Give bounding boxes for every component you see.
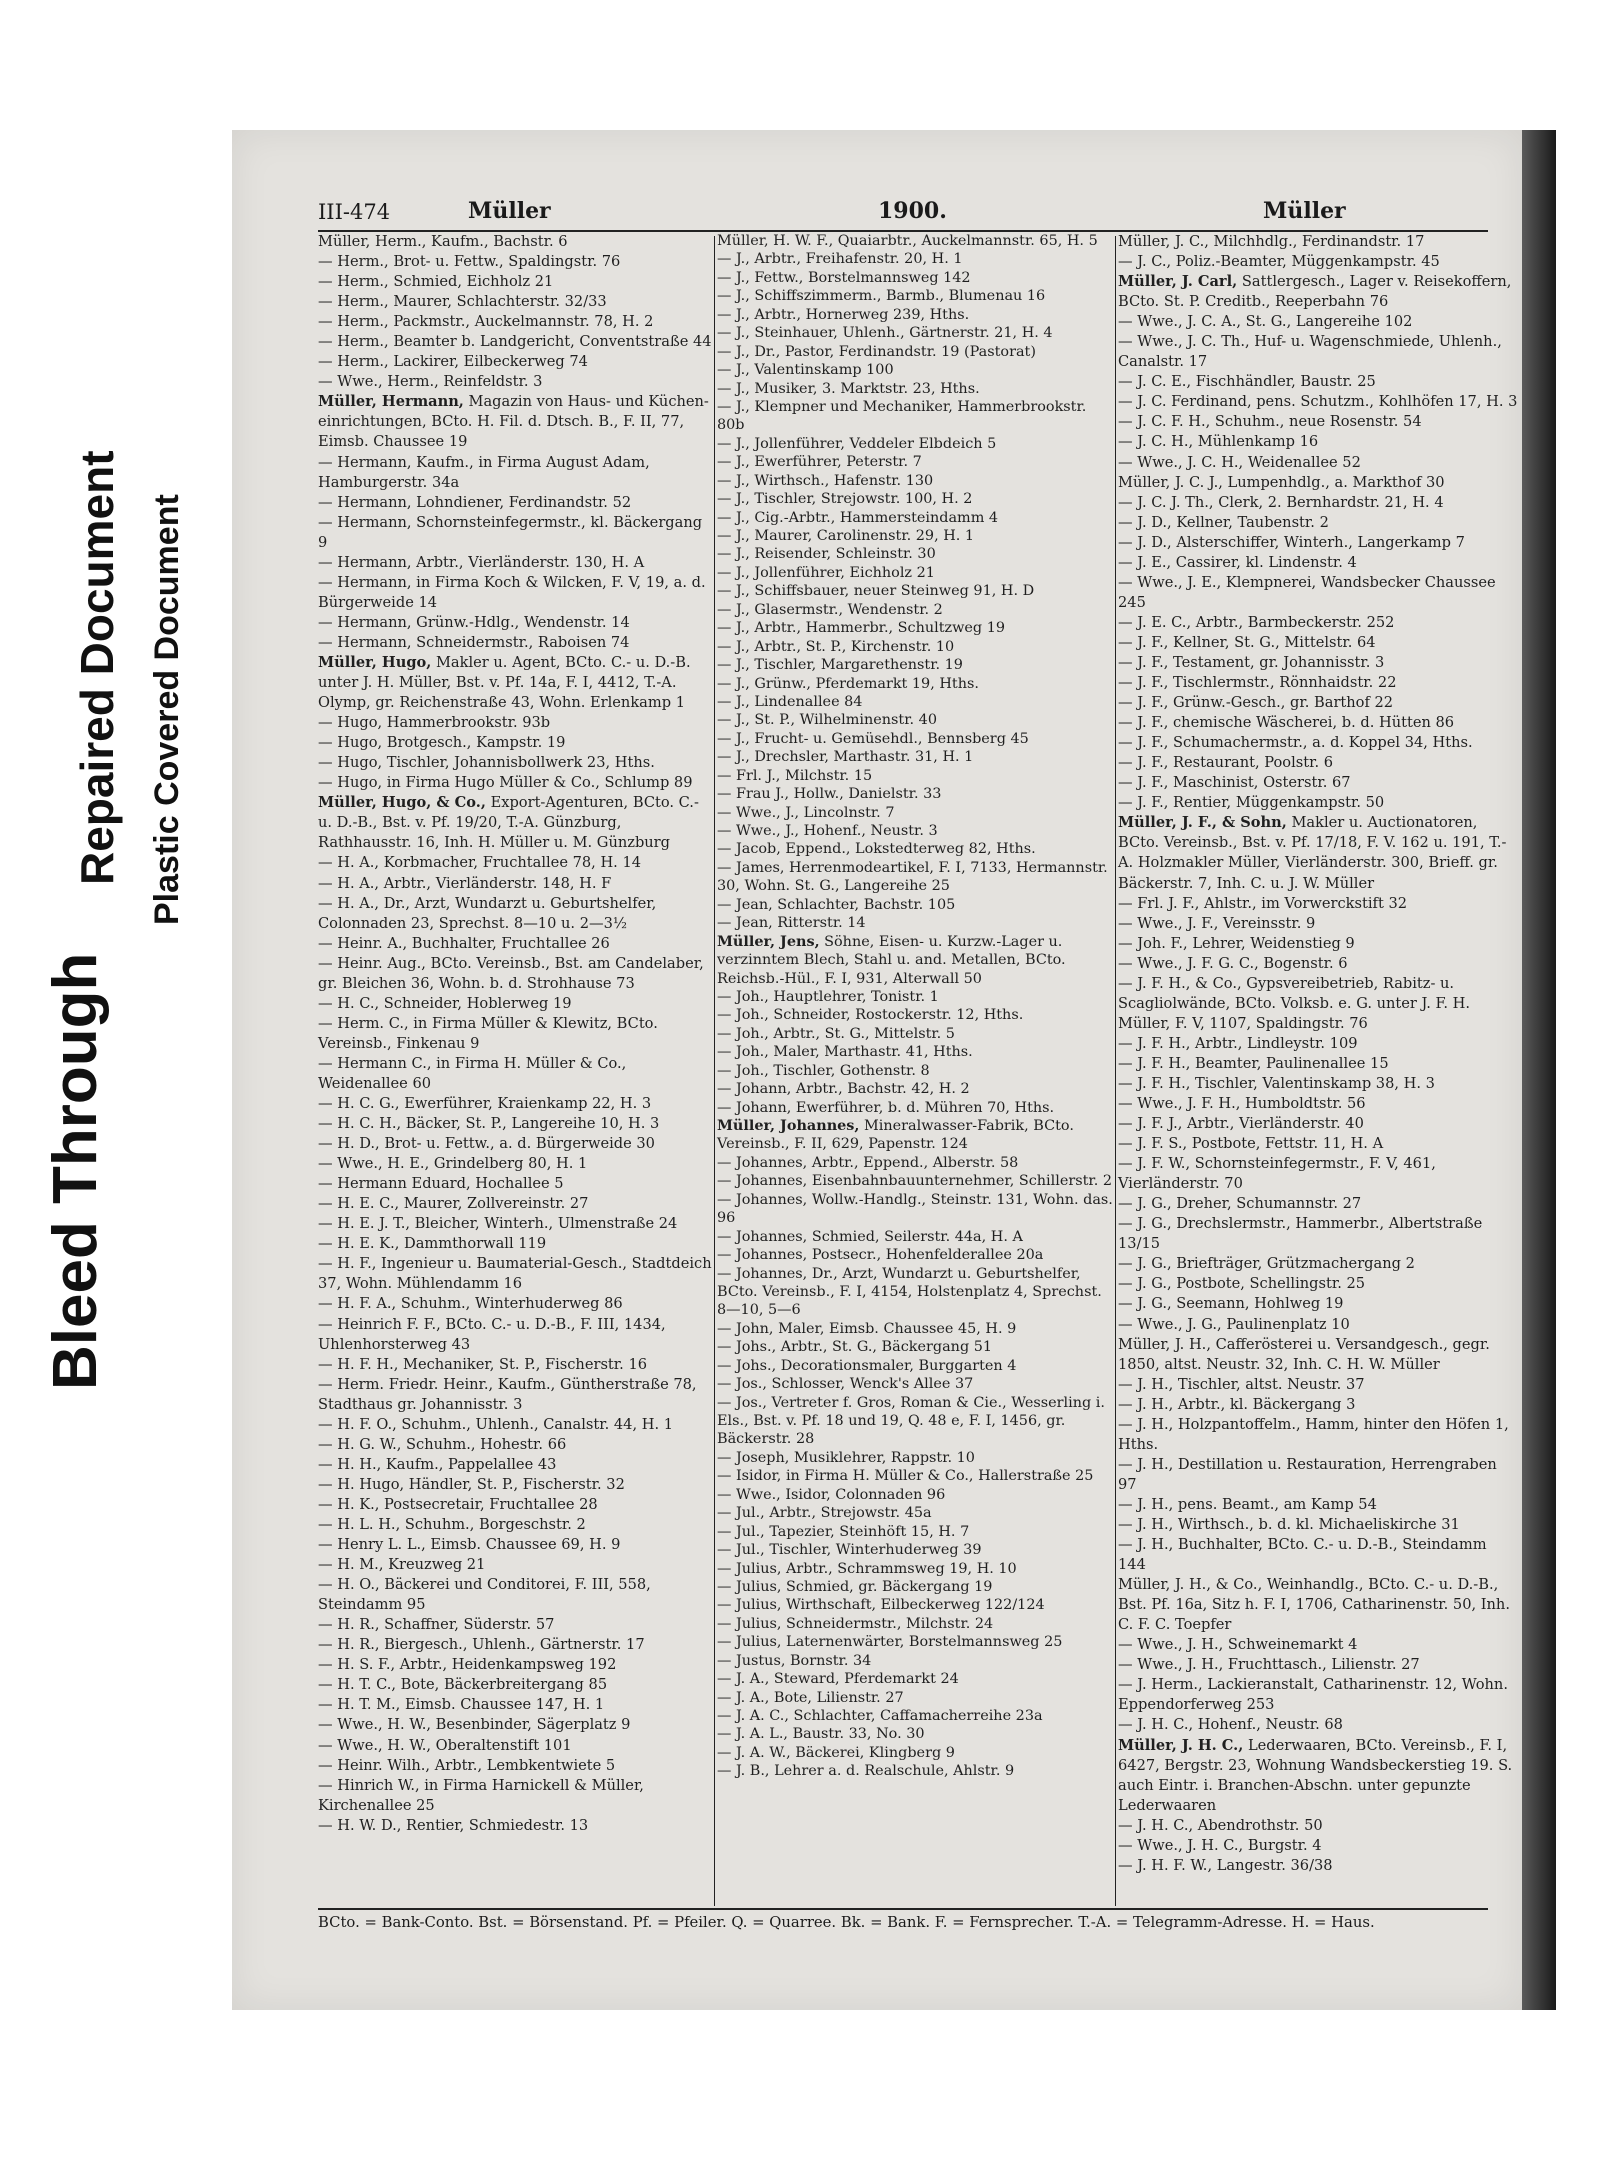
directory-entry: — J., Jollenführer, Eichholz 21 <box>717 564 935 581</box>
directory-entry: — H. A., Korbmacher, Fruchtallee 78, H. 14 <box>318 854 642 872</box>
directory-entry: — H. O., Bäckerei und Conditorei, F. III, 558, Steindamm 95 <box>318 1576 651 1614</box>
directory-entry: — J. F. H., Arbtr., Lindleystr. 109 <box>1118 1034 1358 1052</box>
directory-entry: — J., Arbtr., Hammerbr., Schultzweg 19 <box>717 620 1006 637</box>
directory-entry: — J. F., Kellner, St. G., Mittelstr. 64 <box>1118 633 1376 651</box>
directory-entry: — H. T. M., Eimsb. Chaussee 147, H. 1 <box>318 1696 605 1714</box>
abbreviation-footer: BCto. = Bank-Conto. Bst. = Börsenstand. Pf. = Pfeiler. Q. = Quarree. Bk. = Bank. F. = Fernsprecher. T.-A. = Telegramm-Adresse. H. = Haus. <box>318 1914 1375 1931</box>
directory-entry: — Jul., Tapezier, Steinhöft 15, H. 7 <box>717 1523 970 1540</box>
directory-entry: — J. C. E., Fischhändler, Baustr. 25 <box>1118 373 1376 391</box>
directory-entry: — Heinrich F. F., BCto. C.- u. D.-B., F. III, 1434, Uhlenhorsterweg 43 <box>318 1315 666 1353</box>
directory-entry: — J. F. H., Tischler, Valentinskamp 38, H. 3 <box>1118 1074 1435 1092</box>
directory-entry: — J. G., Seemann, Hohlweg 19 <box>1118 1295 1344 1313</box>
page-number: III-474 <box>318 200 391 224</box>
directory-entry: — James, Herrenmodeartikel, F. I, 7133, Hermannstr. 30, Wohn. St. G., Langereihe 25 <box>717 859 1108 895</box>
directory-entry: — Herm., Schmied, Eichholz 21 <box>318 273 554 291</box>
page-header <box>318 196 1428 226</box>
directory-entry: — Hermann, Schneidermstr., Raboisen 74 <box>318 633 630 651</box>
directory-entry: — Wwe., H. W., Oberaltenstift 101 <box>318 1736 572 1754</box>
directory-entry: — J. H., Buchhalter, BCto. C.- u. D.-B., Steindamm 144 <box>1118 1536 1487 1574</box>
directory-entry: — J. H., Holzpantoffelm., Hamm, hinter den Höfen 1, Hths. <box>1118 1415 1509 1453</box>
directory-entry: — J. F. H., Beamter, Paulinenallee 15 <box>1118 1054 1389 1072</box>
directory-entry: Müller, J. F., & Sohn, Makler u. Auctionatoren, BCto. Vereinsb., Bst. v. Pf. 17/18, F. V. 162 u. 191, T.-A. Holzmakler Müller, Vierländerstr. 300, Brieff. gr. Bäckerstr. 7, Inh. C. u. J. W. Müller <box>1118 814 1507 892</box>
directory-entry: — Herm., Lackirer, Eilbeckerweg 74 <box>318 353 588 371</box>
directory-entry: — Hugo, Hammerbrookstr. 93b <box>318 714 551 732</box>
directory-entry: — H. Hugo, Händler, St. P., Fischerstr. 32 <box>318 1475 625 1493</box>
directory-entry: — J. F., chemische Wäscherei, b. d. Hütten 86 <box>1118 714 1455 732</box>
directory-entry: — Joh. F., Lehrer, Weidenstieg 9 <box>1118 934 1355 952</box>
header-year: 1900. <box>878 198 947 224</box>
directory-entry: — Jean, Ritterstr. 14 <box>717 915 866 932</box>
column-divider-1 <box>714 236 715 1906</box>
directory-entry: — J., Schiffsbauer, neuer Steinweg 91, H. D <box>717 583 1035 600</box>
directory-entry: — J. H. C., Hohenf., Neustr. 68 <box>1118 1716 1343 1734</box>
directory-entry: — Hermann, Arbtr., Vierländerstr. 130, H. A <box>318 553 645 571</box>
directory-entry: — J. A. C., Schlachter, Caffamacherreihe 23a <box>717 1708 1043 1724</box>
directory-entry: — Julius, Wirthschaft, Eilbeckerweg 122/124 <box>717 1597 1045 1614</box>
plastic-covered-label: Plastic Covered Document <box>148 494 186 925</box>
directory-entry: — John, Maler, Eimsb. Chaussee 45, H. 9 <box>717 1320 1017 1337</box>
directory-entry: — Frl. J. F., Ahlstr., im Vorwerckstift 32 <box>1118 894 1408 912</box>
directory-entry: — J. C. H., Mühlenkamp 16 <box>1118 433 1319 451</box>
directory-entry: — J., Frucht- u. Gemüsehdl., Bennsberg 45 <box>717 730 1029 747</box>
directory-entry: — H. R., Biergesch., Uhlenh., Gärtnerstr. 17 <box>318 1636 645 1654</box>
directory-entry: — Wwe., J., Lincolnstr. 7 <box>717 804 895 821</box>
directory-entry: — J. D., Kellner, Taubenstr. 2 <box>1118 513 1329 531</box>
directory-entry: — Johannes, Dr., Arzt, Wundarzt u. Geburtshelfer, BCto. Vereinsb., F. I, 4154, Holstenplatz 4, Sprechst. 8—10, 5—6 <box>717 1265 1102 1319</box>
directory-entry: — Frau J., Hollw., Danielstr. 33 <box>717 786 942 803</box>
directory-entry: — H. F. H., Mechaniker, St. P., Fischerstr. 16 <box>318 1355 648 1373</box>
directory-entry: — J., Grünw., Pferdemarkt 19, Hths. <box>717 675 979 692</box>
directory-entry: — H. F. A., Schuhm., Winterhuderweg 86 <box>318 1295 623 1313</box>
directory-entry: — J. F., Rentier, Müggenkampstr. 50 <box>1118 794 1385 812</box>
directory-entry: Müller, Johannes, Mineralwasser-Fabrik, BCto. Vereinsb., F. II, 629, Papenstr. 124 <box>717 1117 1074 1153</box>
directory-entry: Müller, J. C., Milchhdlg., Ferdinandstr. 17 <box>1118 233 1425 250</box>
directory-entry: — Hugo, Tischler, Johannisbollwerk 23, Hths. <box>318 754 655 772</box>
directory-entry: — J., Maurer, Carolinenstr. 29, H. 1 <box>717 528 975 544</box>
directory-entry: — J. F., Schumachermstr., a. d. Koppel 34, Hths. <box>1118 734 1473 752</box>
directory-entry: Müller, Hugo, & Co., Export-Agenturen, BCto. C.- u. D.-B., Bst. v. Pf. 19/20, T.-A. Günzburg, Rathhausstr. 16, Inh. H. Müller u. M. Günzburg <box>318 794 699 852</box>
directory-entry: — Wwe., J., Hohenf., Neustr. 3 <box>717 823 938 839</box>
directory-entry: — H. G. W., Schuhm., Hohestr. 66 <box>318 1435 567 1453</box>
directory-entry: — J. F., Testament, gr. Johannisstr. 3 <box>1118 653 1385 671</box>
directory-entry: — Johann, Arbtr., Bachstr. 42, H. 2 <box>717 1081 970 1098</box>
directory-entry: — J. F. W., Schornsteinfegermstr., F. V, 461, Vierländerstr. 70 <box>1118 1155 1436 1193</box>
directory-entry: — H. C. H., Bäcker, St. P., Langereihe 10, H. 3 <box>318 1115 660 1133</box>
directory-entry: Müller, J. H. C., Lederwaaren, BCto. Vereinsb., F. I, 6427, Bergstr. 23, Wohnung Wandsbeckerstieg 19. S. auch Eintr. i. Branchen-Abschn. unter gepunzte Lederwaaren <box>1118 1736 1513 1814</box>
directory-entry: — J., Arbtr., Hornerweg 239, Hths. <box>717 306 970 323</box>
directory-entry: — J., Tischler, Strejowstr. 100, H. 2 <box>717 491 973 508</box>
directory-entry: — J., Lindenallee 84 <box>717 693 863 710</box>
directory-entry: — Wwe., J. F. H., Humboldtstr. 56 <box>1118 1095 1366 1113</box>
directory-entry: — J. H. F. W., Langestr. 36/38 <box>1118 1856 1333 1874</box>
directory-entry: — Wwe., Herm., Reinfeldstr. 3 <box>318 373 543 391</box>
directory-entry: — Hermann, in Firma Koch & Wilcken, F. V, 19, a. d. Bürgerweide 14 <box>318 573 706 611</box>
directory-entry: — Hermann, Schornsteinfegermstr., kl. Bäckergang 9 <box>318 513 703 551</box>
directory-entry: — J. E. C., Arbtr., Barmbeckerstr. 252 <box>1118 613 1395 631</box>
directory-entry: — Heinr. Wilh., Arbtr., Lembkentwiete 5 <box>318 1756 616 1774</box>
directory-entry: — H. K., Postsecretair, Fruchtallee 28 <box>318 1495 598 1513</box>
directory-entry: — J., Klempner und Mechaniker, Hammerbrookstr. 80b <box>717 398 1087 434</box>
directory-entry: — Johann, Ewerführer, b. d. Mühren 70, Hths. <box>717 1099 1055 1116</box>
directory-entry: — H. A., Dr., Arzt, Wundarzt u. Geburtshelfer, Colonnaden 23, Sprechst. 8—10 u. 2—3½ <box>318 894 657 932</box>
directory-entry: — Justus, Bornstr. 34 <box>717 1652 872 1669</box>
directory-entry: — Julius, Schmied, gr. Bäckergang 19 <box>717 1578 993 1595</box>
directory-entry: — J., Fettw., Borstelmannsweg 142 <box>717 269 971 286</box>
directory-entry: — J., Arbtr., St. P., Kirchenstr. 10 <box>717 638 955 655</box>
directory-entry: — H. R., Schaffner, Süderstr. 57 <box>318 1616 555 1634</box>
directory-entry: — Wwe., H. E., Grindelberg 80, H. 1 <box>318 1155 588 1173</box>
header-right-name: Müller <box>1263 198 1346 224</box>
directory-entry: — Johannes, Arbtr., Eppend., Alberstr. 58 <box>717 1154 1019 1171</box>
directory-entry: — Hugo, Brotgesch., Kampstr. 19 <box>318 734 566 752</box>
directory-entry: — Jos., Schlosser, Wenck's Allee 37 <box>717 1376 974 1393</box>
directory-entry: — Hermann, Grünw.-Hdlg., Wendenstr. 14 <box>318 613 630 631</box>
directory-entry: — Johannes, Eisenbahnbauunternehmer, Schillerstr. 2 <box>717 1173 1113 1190</box>
directory-entry: — J., Steinhauer, Uhlenh., Gärtnerstr. 21, H. 4 <box>717 325 1053 342</box>
column-1 <box>318 232 713 1836</box>
directory-entry: — Herm., Beamter b. Landgericht, Conventstraße 44 <box>318 333 712 351</box>
directory-entry: — Johannes, Postsecr., Hohenfelderallee 20a <box>717 1247 1044 1264</box>
directory-entry: — J., Cig.-Arbtr., Hammersteindamm 4 <box>717 509 999 526</box>
directory-entry: — J. F., Maschinist, Osterstr. 67 <box>1118 774 1351 792</box>
directory-entry: Müller, H. W. F., Quaiarbtr., Auckelmannstr. 65, H. 5 <box>717 233 1098 249</box>
directory-entry: — H. E. J. T., Bleicher, Winterh., Ulmenstraße 24 <box>318 1215 678 1233</box>
directory-entry: — Isidor, in Firma H. Müller & Co., Hallerstraße 25 <box>717 1468 1094 1485</box>
directory-entry: — J. D., Alsterschiffer, Winterh., Langerkamp 7 <box>1118 533 1465 551</box>
directory-entry: — H. W. D., Rentier, Schmiedestr. 13 <box>318 1816 589 1834</box>
directory-entry: Müller, Hugo, Makler u. Agent, BCto. C.- u. D.-B. unter J. H. Müller, Bst. v. Pf. 14a, F. I, 4412, T.-A. Olymp, gr. Reichenstraße 43, Wohn. Erlenkamp 1 <box>318 653 691 712</box>
directory-entry: — H. D., Brot- u. Fettw., a. d. Bürgerweide 30 <box>318 1135 655 1153</box>
directory-entry: — J. A. W., Bäckerei, Klingberg 9 <box>717 1744 955 1761</box>
directory-entry: — Wwe., J. C. H., Weidenallee 52 <box>1118 453 1361 471</box>
directory-entry: — Herm. C., in Firma Müller & Klewitz, BCto. Vereinsb., Finkenau 9 <box>318 1014 658 1052</box>
directory-entry: — Wwe., J. C. A., St. G., Langereihe 102 <box>1118 313 1413 331</box>
directory-entry: — Jacob, Eppend., Lokstedterweg 82, Hths. <box>717 841 1036 858</box>
directory-entry: — J., Drechsler, Marthastr. 31, H. 1 <box>717 749 974 766</box>
directory-entry: — Hinrich W., in Firma Harnickell & Müller, Kirchenallee 25 <box>318 1776 644 1814</box>
directory-entry: — J. H., Arbtr., kl. Bäckergang 3 <box>1118 1395 1356 1413</box>
directory-entry: — J. F. H., & Co., Gypsvereibetrieb, Rabitz- u. Scagliolwände, BCto. Volksb. e. G. unter J. F. H. Müller, F. V, 1107, Spaldingstr. 76 <box>1118 974 1471 1032</box>
directory-entry: — Joseph, Musiklehrer, Rappstr. 10 <box>717 1449 975 1466</box>
directory-entry: — Wwe., J. F., Vereinsstr. 9 <box>1118 914 1316 932</box>
directory-entry: — J., Tischler, Margarethenstr. 19 <box>717 657 963 674</box>
directory-entry: — J. A., Steward, Pferdemarkt 24 <box>717 1671 959 1688</box>
directory-entry: — J. H., Tischler, altst. Neustr. 37 <box>1118 1375 1365 1393</box>
directory-entry: — Frl. J., Milchstr. 15 <box>717 767 873 784</box>
directory-entry: — J. F., Tischlermstr., Rönnhaidstr. 22 <box>1118 674 1397 692</box>
directory-entry: — J. H., pens. Beamt., am Kamp 54 <box>1118 1495 1377 1513</box>
directory-entry: — Heinr. A., Buchhalter, Fruchtallee 26 <box>318 934 610 952</box>
directory-entry: — J., Reisender, Schleinstr. 30 <box>717 546 936 563</box>
directory-entry: — J. B., Lehrer a. d. Realschule, Ahlstr. 9 <box>717 1763 1015 1780</box>
directory-entry: — Hugo, in Firma Hugo Müller & Co., Schlump 89 <box>318 774 693 792</box>
directory-entry: — J., Wirthsch., Hafenstr. 130 <box>717 472 934 489</box>
directory-entry: — Hermann, Lohndiener, Ferdinandstr. 52 <box>318 493 632 511</box>
directory-entry: Müller, Hermann, Magazin von Haus- und Küchen-einrichtungen, BCto. H. Fil. d. Dtsch. B., F. II, 77, Eimsb. Chaussee 19 <box>318 393 709 451</box>
directory-entry: — Julius, Arbtr., Schrammsweg 19, H. 10 <box>717 1560 1017 1577</box>
directory-entry: — Henry L. L., Eimsb. Chaussee 69, H. 9 <box>318 1536 621 1554</box>
footer-rule <box>318 1908 1488 1910</box>
directory-entry: — J. C. J. Th., Clerk, 2. Bernhardstr. 21, H. 4 <box>1118 493 1444 511</box>
directory-entry: Müller, Jens, Söhne, Eisen- u. Kurzw.-Lager u. verzinntem Blech, Stahl u. and. Metallen, BCto. Reichsb.-Hül., F. I, 931, Alterwall 50 <box>717 932 1066 987</box>
directory-entry: — Joh., Schneider, Rostockerstr. 12, Hths. <box>717 1007 1024 1024</box>
directory-entry: — Julius, Laternenwärter, Borstelmannsweg 25 <box>717 1634 1063 1651</box>
directory-entry: — Julius, Schneidermstr., Milchstr. 24 <box>717 1615 994 1632</box>
directory-entry: — Joh., Maler, Marthastr. 41, Hths. <box>717 1044 973 1061</box>
directory-entry: — J. H. C., Abendrothstr. 50 <box>1118 1816 1323 1834</box>
directory-entry: — Herm., Maurer, Schlachterstr. 32/33 <box>318 293 607 311</box>
directory-entry: — H. F., Ingenieur u. Baumaterial-Gesch., Stadtdeich 37, Wohn. Mühlendamm 16 <box>318 1255 712 1293</box>
directory-entry: — J. F. J., Arbtr., Vierländerstr. 40 <box>1118 1115 1364 1133</box>
directory-entry: — J. E., Cassirer, kl. Lindenstr. 4 <box>1118 553 1357 571</box>
directory-entry: — Joh., Hauptlehrer, Tonistr. 1 <box>717 988 939 1005</box>
directory-entry: — Herm., Brot- u. Fettw., Spaldingstr. 76 <box>318 253 621 271</box>
directory-entry: — J. H., Wirthsch., b. d. kl. Michaeliskirche 31 <box>1118 1516 1460 1533</box>
directory-entry: — J. G., Drechslermstr., Hammerbr., Albertstraße 13/15 <box>1118 1215 1483 1253</box>
column-3 <box>1118 232 1518 1876</box>
directory-entry: — Jul., Tischler, Winterhuderweg 39 <box>717 1542 982 1559</box>
column-2 <box>717 232 1115 1781</box>
directory-entry: — Johannes, Wollw.-Handlg., Steinstr. 131, Wohn. das. 96 <box>717 1191 1113 1227</box>
directory-entry: — Joh., Tischler, Gothenstr. 8 <box>717 1062 930 1079</box>
directory-entry: — Jos., Vertreter f. Gros, Roman & Cie., Wesserling i. Els., Bst. v. Pf. 18 und 19, Q. 48 e, F. I, 1456, gr. Bäckerstr. 28 <box>717 1394 1105 1448</box>
directory-entry: — Wwe., J. C. Th., Huf- u. Wagenschmiede, Uhlenh., Canalstr. 17 <box>1118 333 1502 371</box>
directory-entry: — J., Ewerführer, Peterstr. 7 <box>717 454 922 471</box>
directory-entry: Müller, J. Carl, Sattlergesch., Lager v. Reisekoffern, BCto. St. P. Creditb., Reeperbahn 76 <box>1118 273 1512 311</box>
directory-entry: — J., St. P., Wilhelminenstr. 40 <box>717 712 937 729</box>
directory-entry: — Johs., Decorationsmaler, Burggarten 4 <box>717 1357 1017 1374</box>
directory-entry: — H. F. O., Schuhm., Uhlenh., Canalstr. 44, H. 1 <box>318 1415 674 1433</box>
directory-entry: — J. C. F. H., Schuhm., neue Rosenstr. 54 <box>1118 413 1422 431</box>
directory-entry: — J. A., Bote, Lilienstr. 27 <box>717 1689 904 1706</box>
header-left-name: Müller <box>468 198 551 224</box>
directory-entry: — J. F., Restaurant, Poolstr. 6 <box>1118 754 1334 772</box>
directory-entry: — J., Schiffszimmerm., Barmb., Blumenau 16 <box>717 288 1046 305</box>
directory-entry: Müller, J. H., Cafferösterei u. Versandgesch., gegr. 1850, altst. Neustr. 32, Inh. C. H. W. Müller <box>1118 1335 1490 1373</box>
directory-entry: — Wwe., J. G., Paulinenplatz 10 <box>1118 1315 1350 1333</box>
directory-entry: — H. S. F., Arbtr., Heidenkampsweg 192 <box>318 1656 617 1674</box>
directory-entry: — Wwe., J. H., Schweinemarkt 4 <box>1118 1636 1358 1654</box>
book-spine <box>1522 130 1556 2010</box>
directory-entry: — Wwe., Isidor, Colonnaden 96 <box>717 1486 946 1503</box>
directory-entry: — Wwe., H. W., Besenbinder, Sägerplatz 9 <box>318 1716 631 1734</box>
directory-entry: — J. A. L., Baustr. 33, No. 30 <box>717 1726 925 1743</box>
directory-entry: — Wwe., J. H. C., Burgstr. 4 <box>1118 1836 1322 1854</box>
bleed-through-label: Bleed Through <box>41 952 110 1390</box>
directory-entry: — J., Musiker, 3. Marktstr. 23, Hths. <box>717 380 980 397</box>
directory-entry: — Herm., Packmstr., Auckelmannstr. 78, H. 2 <box>318 313 654 331</box>
directory-entry: — H. C. G., Ewerführer, Kraienkamp 22, H. 3 <box>318 1095 652 1113</box>
directory-entry: — Johannes, Schmied, Seilerstr. 44a, H. A <box>717 1228 1023 1245</box>
directory-entry: — Wwe., J. F. G. C., Bogenstr. 6 <box>1118 954 1348 972</box>
directory-entry: Müller, J. H., & Co., Weinhandlg., BCto. C.- u. D.-B., Bst. Pf. 16a, Sitz h. F. I, 1706, Catharinenstr. 50, Inh. C. F. C. Toepfer <box>1118 1576 1510 1634</box>
directory-entry: Müller, Herm., Kaufm., Bachstr. 6 <box>318 233 568 250</box>
directory-entry: — Heinr. Aug., BCto. Vereinsb., Bst. am Candelaber, gr. Bleichen 36, Wohn. b. d. Strohhause 73 <box>318 954 704 992</box>
directory-entry: — Johs., Arbtr., St. G., Bäckergang 51 <box>717 1339 993 1356</box>
directory-entry: — H. A., Arbtr., Vierländerstr. 148, H. F <box>318 874 612 892</box>
repaired-document-label: Repaired Document <box>71 450 123 885</box>
directory-entry: — Herm. Friedr. Heinr., Kaufm., Güntherstraße 78, Stadthaus gr. Johannisstr. 3 <box>318 1375 697 1413</box>
directory-entry: — J., Arbtr., Freihafenstr. 20, H. 1 <box>717 251 963 268</box>
directory-entry: — H. T. C., Bote, Bäckerbreitergang 85 <box>318 1676 608 1694</box>
directory-entry: — J., Glasermstr., Wendenstr. 2 <box>717 601 943 618</box>
directory-entry: — Hermann, Kaufm., in Firma August Adam, Hamburgerstr. 34a <box>318 453 650 491</box>
directory-entry: — H. E. C., Maurer, Zollvereinstr. 27 <box>318 1195 589 1213</box>
directory-entry: — J., Valentinskamp 100 <box>717 362 894 379</box>
directory-entry: — Jean, Schlachter, Bachstr. 105 <box>717 896 956 913</box>
directory-entry: — J. F. S., Postbote, Fettstr. 11, H. A <box>1118 1135 1384 1153</box>
directory-entry: — J., Dr., Pastor, Ferdinandstr. 19 (Pastorat) <box>717 343 1036 360</box>
directory-entry: — H. H., Kaufm., Pappelallee 43 <box>318 1455 557 1473</box>
directory-entry: — J. G., Briefträger, Grützmachergang 2 <box>1118 1255 1415 1273</box>
directory-entry: — J. G., Dreher, Schumannstr. 27 <box>1118 1195 1362 1213</box>
directory-entry: — Jul., Arbtr., Strejowstr. 45a <box>717 1505 932 1522</box>
column-divider-2 <box>1115 236 1116 1906</box>
directory-entry: — Hermann Eduard, Hochallee 5 <box>318 1175 564 1193</box>
directory-entry: — J. Herm., Lackieranstalt, Catharinenstr. 12, Wohn. Eppendorferweg 253 <box>1118 1676 1508 1714</box>
directory-entry: — H. M., Kreuzweg 21 <box>318 1556 486 1574</box>
directory-entry: — H. L. H., Schuhm., Borgeschstr. 2 <box>318 1516 586 1533</box>
directory-entry: Müller, J. C. J., Lumpenhdlg., a. Markthof 30 <box>1118 473 1445 491</box>
directory-entry: — J. H., Destillation u. Restauration, Herrengraben 97 <box>1118 1455 1497 1493</box>
directory-entry: — H. E. K., Dammthorwall 119 <box>318 1235 547 1253</box>
directory-entry: — J., Jollenführer, Veddeler Elbdeich 5 <box>717 435 997 452</box>
directory-entry: — Wwe., J. E., Klempnerei, Wandsbecker Chaussee 245 <box>1118 573 1496 611</box>
directory-entry: — J. C., Poliz.-Beamter, Müggenkampstr. 45 <box>1118 253 1440 271</box>
directory-entry: — J. F., Grünw.-Gesch., gr. Barthof 22 <box>1118 694 1394 712</box>
directory-entry: — Hermann C., in Firma H. Müller & Co., Weidenallee 60 <box>318 1054 627 1092</box>
directory-entry: — J. G., Postbote, Schellingstr. 25 <box>1118 1275 1366 1293</box>
directory-entry: — H. C., Schneider, Hoblerweg 19 <box>318 994 572 1012</box>
directory-entry: — Joh., Arbtr., St. G., Mittelstr. 5 <box>717 1025 955 1042</box>
directory-entry: — Wwe., J. H., Fruchttasch., Lilienstr. 27 <box>1118 1656 1420 1674</box>
directory-entry: — J. C. Ferdinand, pens. Schutzm., Kohlhöfen 17, H. 3 <box>1118 393 1518 411</box>
